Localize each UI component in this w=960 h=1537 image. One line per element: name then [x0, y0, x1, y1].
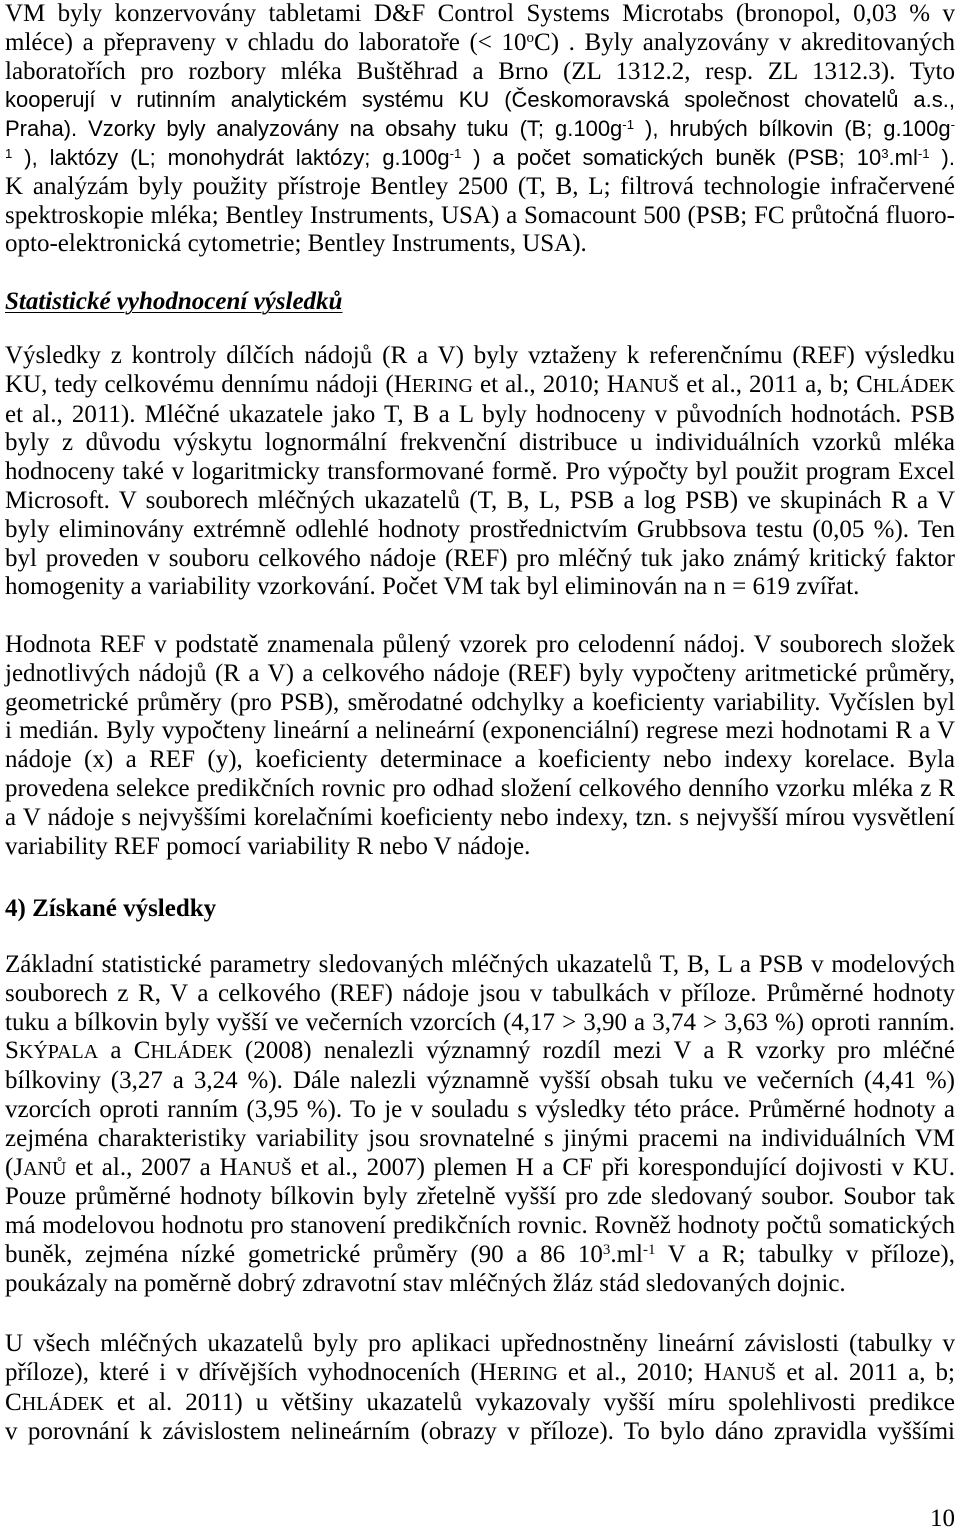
text-line: Hodnota REF v podstatě znamenala půlený vzorek pro celodenní nádoj. V souborech složek: [5, 631, 955, 658]
text-run: et al., 2010;: [472, 370, 607, 398]
text-run: .ml: [610, 1240, 644, 1268]
text-line: U všech mléčných ukazatelů byly pro aplikaci upřednostněny lineární závislosti (tabulky v: [5, 1330, 955, 1357]
author-name-rest: ERING: [411, 374, 473, 397]
text-line: nádoje (x) a REF (y), koeficienty determinace a koeficienty nebo indexy korelace. Byla: [5, 746, 955, 774]
text-line: byly eliminovány extrémně odlehlé hodnoty prostřednictvím Grubbsova testu (0,05 %). Ten: [5, 515, 955, 543]
superscript: -1: [449, 145, 462, 161]
author-name-rest: HLÁDEK: [21, 1392, 104, 1415]
author-name-rest: HLÁDEK: [150, 1041, 233, 1064]
author-name: CHLÁDEK: [5, 1388, 104, 1416]
text-line: [5, 1241, 955, 1270]
text-line: hodnoceny také v logaritmicky transformované formě. Pro výpočty byl použit program Excel: [5, 458, 955, 486]
paragraph-calculations: [5, 631, 955, 861]
text-run: .ml: [888, 144, 918, 170]
text-line: spektroskopie mléka; Bentley Instruments, USA) a Somacount 500 (PSB; FC průtočná fluoro-: [5, 201, 955, 229]
author-name-rest: ERING: [496, 1362, 558, 1385]
superscript: -1: [643, 1241, 656, 1258]
text-line: [5, 371, 955, 401]
text-line: Výsledky z kontroly dílčích nádojů (R a V) byly vztaženy k referenčnímu (REF) výsledku: [5, 342, 955, 369]
author-name-rest: KÝPALA: [18, 1041, 99, 1064]
text-run: et al. 2011) u většiny ukazatelů vykazovaly vyšší míru spolehlivosti predikce: [103, 1388, 955, 1416]
author-name-rest: ANUŠ: [721, 1362, 777, 1385]
superscript: -1: [622, 116, 635, 132]
paragraph-sample-analysis: [5, 0, 955, 259]
text-run: (: [5, 1153, 14, 1181]
text-run: et al., 2011 a, b;: [679, 370, 857, 398]
text-run: et al., 2007 a: [66, 1153, 220, 1181]
text-line: et al., 2011). Mléčné ukazatele jako T, B a L byly hodnoceny v původních hodnotách. PSB: [5, 400, 955, 428]
author-name: HANUŠ: [606, 370, 680, 398]
paragraph-results: [5, 951, 955, 1299]
text-line: bílkoviny (3,27 a 3,24 %). Dále nalezli významně vyšší obsah tuku ve večerních (4,41 %): [5, 1067, 955, 1095]
text-line: laboratořích pro rozbory mléka Buštěhrad a Brno (ZL 1312.2, resp. ZL 1312.3). Tyto: [5, 57, 955, 85]
text-run: et al., 2010;: [557, 1358, 704, 1386]
author-name: SKÝPALA: [5, 1037, 99, 1065]
text-run: ), hrubých bílkovin (B; g.100g: [634, 116, 951, 142]
author-name: HANUŠ: [703, 1358, 777, 1386]
text-line: variability REF pomocí variability R nebo V nádoje.: [5, 832, 531, 860]
text-line: geometrické průměry (pro PSB), směrodatné odchylky a koeficienty variability. Vyčíslen byl: [5, 688, 955, 716]
page-number: 10: [930, 1505, 955, 1532]
section-heading-results: 4) Získané výsledky: [5, 895, 217, 922]
author-name: HERING: [478, 1358, 558, 1386]
text-line: opto-elektronická cytometrie; Bentley Instruments, USA).: [5, 230, 587, 258]
text-run: (2008) nenalezli významný rozdíl mezi V a R vzorky pro mléčné: [232, 1037, 955, 1065]
text-line: Pouze průměrné hodnoty bílkovin byly zřetelně vyšší pro zde sledovaný soubor. Soubor tak: [5, 1183, 955, 1211]
text-line: [5, 115, 955, 144]
text-line: zejména charakteristiky variability jsou srovnatelné s jinými pracemi na individuálních VM: [5, 1124, 955, 1152]
superscript: -: [950, 116, 955, 132]
section-heading-statistics: Statistické vyhodnocení výsledků: [5, 288, 343, 315]
text-line: [5, 144, 955, 173]
text-line: jednotlivých nádojů (R a V) a celkového nádoje (REF) byly vypočteny aritmetické průměry,: [5, 659, 955, 687]
paragraph-statistical-evaluation: [5, 342, 955, 602]
text-line: byly z důvodu výskytu lognormální frekvenční distribuce u individuálních vzorků mléka: [5, 429, 955, 457]
text-line: poukázaly na poměrně dobrý zdravotní stav mléčných žláz stád sledovaných dojnic.: [5, 1269, 846, 1297]
text-line: má modelovou hodnotu pro stanovení predikčních rovnic. Rovněž hodnoty počtů somatických: [5, 1212, 955, 1240]
text-run: buněk, zejména nízké gometrické průměry (90 a 86 10: [5, 1240, 603, 1268]
text-line: i medián. Byly vypočteny lineární a nelineární (exponenciální) regrese mezi hodnotami R a V: [5, 717, 955, 745]
text-run: mléce) a přepraveny v chladu do laboratoře (< 10: [5, 28, 527, 56]
superscript: 3: [881, 145, 889, 161]
text-line: [5, 1037, 955, 1067]
text-run: ) a počet somatických buněk (PSB; 10: [461, 144, 882, 170]
text-line: tuku a bílkovin byly vyšší ve večerních vzorcích (4,17 > 3,90 a 3,74 > 3,63 %) oproti ranním.: [5, 1008, 955, 1036]
author-name-rest: HLÁDEK: [872, 374, 956, 397]
text-run: Praha). Vzorky byly analyzovány na obsahy tuku (T; g.100g: [5, 116, 623, 142]
text-run: C) . Byly analyzovány v akreditovaných: [534, 28, 955, 56]
text-line: [5, 1154, 955, 1184]
text-line: homogenity a variability vzorkování. Počet VM tak byl eliminován na n = 619 zvířat.: [5, 573, 860, 601]
text-run: et al. 2011 a, b;: [776, 1358, 956, 1386]
text-line: byl proveden v souboru celkového nádoje (REF) pro mléčný tuk jako známý kritický faktor: [5, 544, 955, 572]
superscript: 1: [5, 145, 13, 161]
text-line: VM byly konzervovány tabletami D&F Control Systems Microtabs (bronopol, 0,03 % v: [5, 0, 955, 27]
text-line: a V nádoje s nejvyššími korelačními koeficienty nebo indexy, tzn. s nejvyšší mírou vysvětlení: [5, 803, 955, 831]
text-run: a: [98, 1037, 134, 1065]
text-run: V a R; tabulky v příloze),: [655, 1240, 956, 1268]
text-run: et al., 2007) plemen H a CF při korespondující dojivosti v KU.: [291, 1153, 955, 1181]
author-name: JANŮ: [13, 1153, 67, 1181]
text-line: souborech z R, V a celkového (REF) nádoje jsou v tabulkách v příloze. Průměrné hodnoty: [5, 979, 955, 1007]
text-line: v porovnání k závislostem nelineárním (obrazy v příloze). To bylo dáno zpravidla vyššími: [5, 1418, 955, 1446]
author-name: HANUŠ: [219, 1153, 292, 1181]
author-name-rest: ANUŠ: [624, 374, 680, 397]
text-run: KU, tedy celkovému dennímu nádoji (: [5, 370, 394, 398]
superscript: 3: [602, 1241, 611, 1258]
text-run: ), laktózy (L; monohydrát laktózy; g.100g: [12, 144, 450, 170]
text-line: [5, 29, 955, 58]
author-name: HERING: [393, 370, 473, 398]
text-line: Microsoft. V souborech mléčných ukazatelů (T, B, L, PSB a log PSB) ve skupinách R a V: [5, 486, 955, 514]
superscript: -1: [917, 145, 930, 161]
author-name-rest: ANUŠ: [237, 1157, 292, 1180]
text-line: kooperují v rutinním analytickém systému KU (Českomoravská společnost chovatelů a.s.,: [5, 87, 955, 113]
text-line: provedena selekce predikčních rovnic pro odhad složení celkového denního vzorku mléka z R: [5, 774, 955, 802]
paragraph-linear-dependencies: [5, 1330, 955, 1447]
author-name: CHLÁDEK: [856, 370, 956, 398]
author-name: CHLÁDEK: [133, 1037, 233, 1065]
text-line: Základní statistické parametry sledovaných mléčných ukazatelů T, B, L a PSB v modelových: [5, 951, 955, 978]
text-run: příloze), které i v dřívějších vyhodnoceních (: [5, 1358, 479, 1386]
text-line: [5, 1359, 955, 1389]
text-line: vzorcích oproti ranním (3,95 %). To je v souladu s výsledky této práce. Průměrné hodnoty a: [5, 1095, 955, 1123]
superscript: o: [526, 29, 535, 46]
text-run: ).: [929, 144, 955, 170]
text-line: K analýzám byly použity přístroje Bentley 2500 (T, B, L; filtrová technologie infračervené: [5, 172, 955, 200]
text-line: [5, 1389, 955, 1419]
author-name-rest: ANŮ: [23, 1157, 67, 1180]
